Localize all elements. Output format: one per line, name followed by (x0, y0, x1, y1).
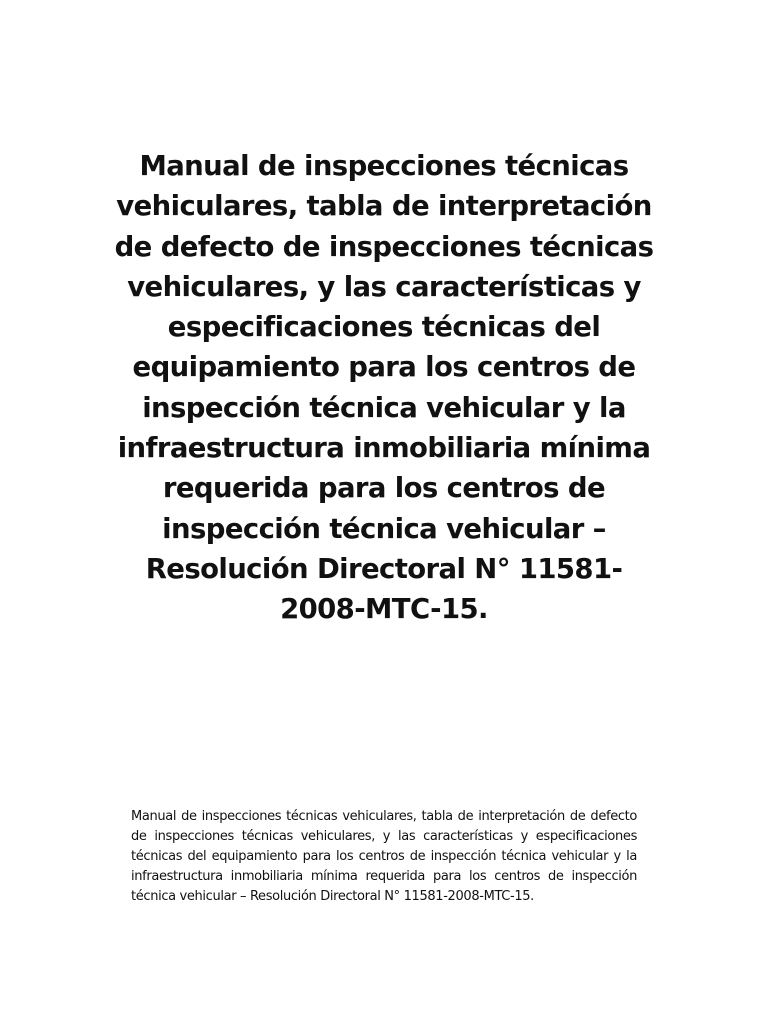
document-summary: Manual de inspecciones técnicas vehiculares, tabla de interpretación de defecto de inspecciones técnicas vehiculares, y las características y especificaciones técnicas del equipamiento para los centros de inspección técnica vehicular y la infraestructura inmobiliaria mínima requerida para los centros de inspección técnica vehicular – Resolución Directoral N° 11581-2008-MTC-15. (131, 809, 637, 904)
document-title: Manual de inspecciones técnicas vehiculares, tabla de interpretación de defecto de inspecciones técnicas vehiculares, y las características y especificaciones técnicas del equipamiento para los centros de inspección técnica vehicular y la infraestructura inmobiliaria mínima requerida para los centros de inspección técnica vehicular – Resolución Directoral N° 11581-2008-MTC-15. (114, 150, 654, 626)
